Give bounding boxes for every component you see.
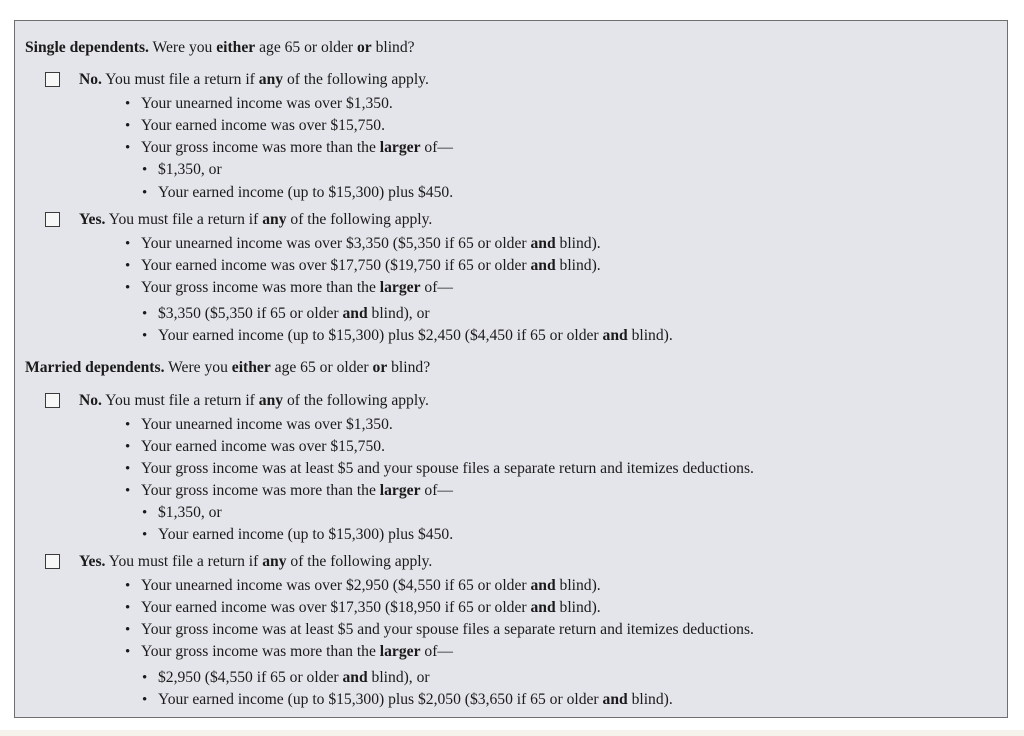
section-title-married: Married dependents. Were you either age 65 or older or blind?: [25, 359, 431, 376]
option-married-no: No. You must file a return if any of the following apply.: [15, 391, 1007, 411]
page-bottom-strip: [0, 730, 1024, 736]
sub-list-item: • $3,350 ($5,350 if 65 or older and blind), or: [142, 305, 430, 322]
checkbox-single-no[interactable]: [45, 72, 60, 87]
list-item: • Your unearned income was over $1,350.: [125, 416, 393, 433]
option-single-no: No. You must file a return if any of the following apply.: [15, 70, 1007, 90]
list-item: • Your gross income was more than the larger of—: [125, 643, 453, 660]
sub-list-item: • Your earned income (up to $15,300) plus $2,050 ($3,650 if 65 or older and blind).: [142, 691, 673, 708]
checkbox-single-yes[interactable]: [45, 212, 60, 227]
list-item: • Your earned income was over $17,350 ($18,950 if 65 or older and blind).: [125, 599, 601, 616]
checkbox-married-no[interactable]: [45, 393, 60, 408]
section-title-single: Single dependents. Were you either age 65 or older or blind?: [25, 39, 415, 56]
sub-list-item: • Your earned income (up to $15,300) plus $450.: [142, 526, 454, 543]
list-item: • Your earned income was over $17,750 ($19,750 if 65 or older and blind).: [125, 257, 601, 274]
list-item: • Your unearned income was over $3,350 ($5,350 if 65 or older and blind).: [125, 235, 601, 252]
list-item: • Your gross income was more than the larger of—: [125, 482, 453, 499]
sub-list-item: • $2,950 ($4,550 if 65 or older and blind), or: [142, 669, 430, 686]
list-item: • Your earned income was over $15,750.: [125, 117, 385, 134]
list-item: • Your gross income was more than the larger of—: [125, 139, 453, 156]
sub-list-item: • $1,350, or: [142, 161, 222, 178]
sub-list-item: • $1,350, or: [142, 504, 222, 521]
filing-requirements-panel: [14, 20, 1008, 718]
list-item: • Your gross income was at least $5 and your spouse files a separate return and itemizes deductions.: [125, 621, 754, 638]
list-item: • Your gross income was more than the larger of—: [125, 279, 453, 296]
list-item: • Your unearned income was over $1,350.: [125, 95, 393, 112]
list-item: • Your gross income was at least $5 and your spouse files a separate return and itemizes deductions.: [125, 460, 754, 477]
option-married-yes: Yes. You must file a return if any of the following apply.: [15, 552, 1007, 572]
list-item: • Your unearned income was over $2,950 ($4,550 if 65 or older and blind).: [125, 577, 601, 594]
sub-list-item: • Your earned income (up to $15,300) plus $2,450 ($4,450 if 65 or older and blind).: [142, 327, 673, 344]
list-item: • Your earned income was over $15,750.: [125, 438, 385, 455]
checkbox-married-yes[interactable]: [45, 554, 60, 569]
sub-list-item: • Your earned income (up to $15,300) plus $450.: [142, 184, 454, 201]
option-single-yes: Yes. You must file a return if any of the following apply.: [15, 210, 1007, 230]
